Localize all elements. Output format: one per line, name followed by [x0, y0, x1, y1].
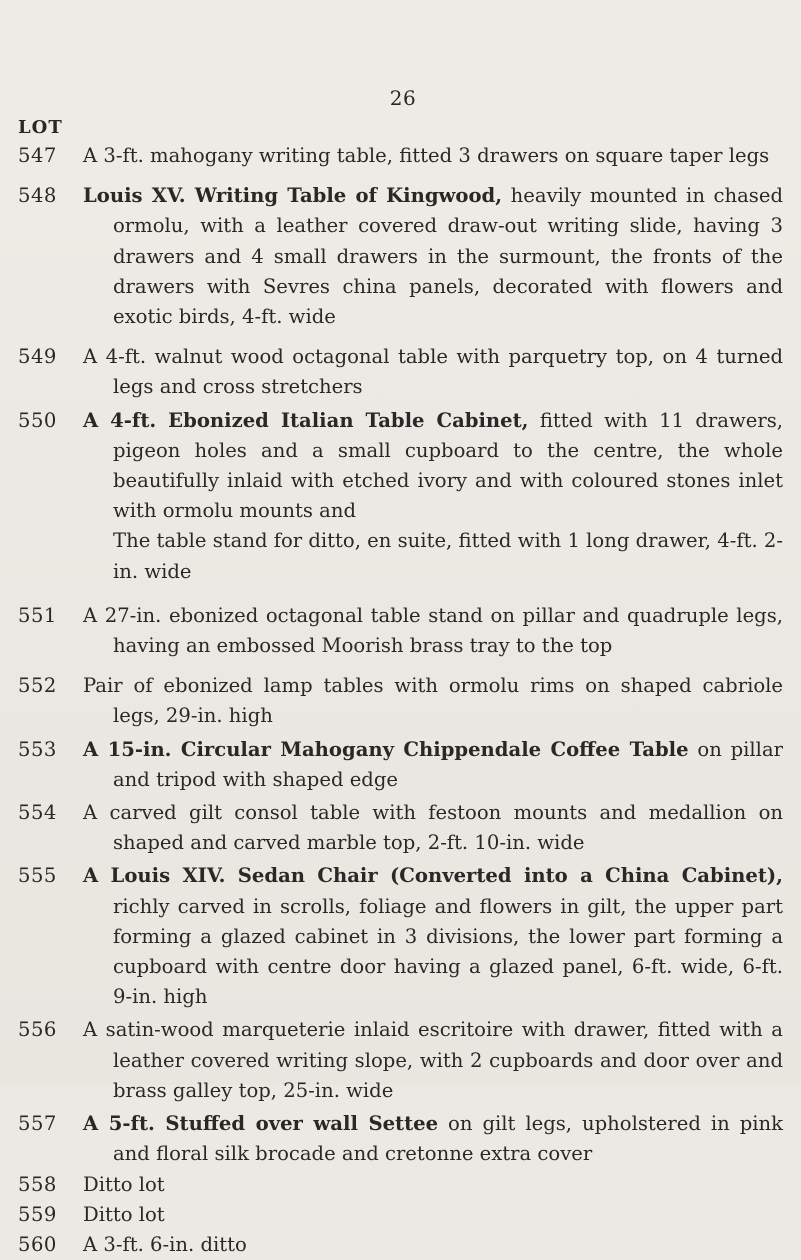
lot-entry-560: [0, 1230, 801, 1260]
lot-number: 558: [18, 1172, 57, 1196]
lot-entry-554: [0, 798, 801, 858]
lot-detail: Ditto lot: [83, 1172, 165, 1196]
lot-subtext: The table stand for ditto, en suite, fitted with 1 long drawer, 4-ft. 2-in. wide: [113, 529, 783, 583]
lot-number: 551: [18, 603, 57, 627]
lot-lead: Louis XV. Writing Table of Kingwood,: [83, 184, 503, 208]
lot-text: [83, 798, 783, 858]
lot-entry-557: [0, 1109, 801, 1169]
lot-description: [83, 342, 783, 402]
lot-text: [83, 342, 783, 402]
lot-description: [83, 406, 783, 587]
lot-detail: A 3-ft. 6-in. ditto: [83, 1232, 247, 1256]
lot-text: [83, 861, 783, 1012]
lot-text: [83, 1230, 783, 1260]
lot-number: 556: [18, 1018, 57, 1042]
lot-number: 553: [18, 737, 57, 761]
lot-lead: A Louis XIV. Sedan Chair (Converted into a China Cabinet),: [83, 864, 783, 888]
lot-entry-559: [0, 1200, 801, 1230]
lot-description: [83, 1200, 783, 1230]
lot-number: 549: [18, 345, 57, 369]
lot-lead: A 4-ft. Ebonized Italian Table Cabinet,: [83, 408, 529, 432]
lot-detail: A 4-ft. walnut wood octagonal table with parquetry top, on 4 turned legs and cross stretchers: [83, 345, 783, 399]
lot-number: 552: [18, 674, 57, 698]
lot-detail: fitted with 11 drawers, pigeon holes and a small cupboard to the centre, the whole beautifully inlaid with etched ivory and with coloured stones inlet with ormolu mounts and: [113, 408, 783, 523]
lot-text: [83, 181, 783, 332]
lot-entry-553: [0, 735, 801, 795]
lot-text: [83, 1015, 783, 1106]
lot-description: [83, 671, 783, 731]
lot-description: [83, 601, 783, 661]
lot-number: 555: [18, 864, 57, 888]
lot-text: [83, 735, 783, 795]
lot-detail: A 3-ft. mahogany writing table, fitted 3 drawers on square taper legs: [83, 144, 770, 167]
lot-entry-552: [0, 671, 801, 731]
lot-detail: A 27-in. ebonized octagonal table stand on pillar and quadruple legs, having an embossed Moorish brass tray to the top: [83, 603, 783, 658]
lot-description: [83, 141, 783, 171]
lot-detail: A carved gilt consol table with festoon mounts and medallion on shaped and carved marble top, 2-ft. 10-in. wide: [83, 801, 783, 855]
lot-text: [83, 601, 783, 661]
lot-list: [0, 141, 801, 1260]
lot-description: [83, 1170, 783, 1200]
lot-detail: Ditto lot: [83, 1202, 165, 1226]
lot-lead: A 15-in. Circular Mahogany Chippendale Coffee Table: [83, 737, 689, 761]
lot-number: 550: [18, 408, 57, 432]
lot-detail: on gilt legs, upholstered in pink and floral silk brocade and cretonne extra cover: [113, 1112, 783, 1166]
lot-text: [83, 1200, 783, 1230]
lot-entry-558: [0, 1170, 801, 1200]
lot-entry-555: [0, 861, 801, 1012]
lot-description: [83, 861, 783, 1012]
lot-number: 548: [18, 184, 57, 208]
lot-detail: Pair of ebonized lamp tables with ormolu rims on shaped cabriole legs, 29-in. high: [83, 674, 783, 728]
lot-description: [83, 798, 783, 858]
lot-description: [83, 1015, 783, 1106]
lot-detail: heavily mounted in chased ormolu, with a leather covered draw-out writing slide, having 3 drawers and 4 small drawers in the surmount, the fronts of the drawers with Sevres china panels, decorated with flowers and exotic birds, 4-ft. wide: [113, 184, 783, 329]
lot-entry-550: [0, 406, 801, 587]
lot-description: [83, 181, 783, 332]
lot-detail: richly carved in scrolls, foliage and flowers in gilt, the upper part forming a glazed cabinet in 3 divisions, the lower part forming a cupboard with centre door having a glazed panel, 6-ft. wide, 6-ft. 9-in. high: [113, 894, 783, 1009]
lot-description: [83, 735, 783, 795]
lot-entry-547: [0, 141, 801, 171]
lot-text: [83, 671, 783, 731]
lot-number: 547: [18, 144, 57, 167]
lot-number: 554: [18, 801, 57, 825]
lot-text: [83, 406, 783, 527]
lot-text: [83, 141, 783, 171]
lot-number: 557: [18, 1112, 57, 1136]
lot-lead: A 5-ft. Stuffed over wall Settee: [83, 1112, 439, 1136]
lot-number: 559: [18, 1202, 57, 1226]
lot-text: [83, 1170, 783, 1200]
lot-detail: on pillar and tripod with shaped edge: [113, 737, 784, 791]
lot-description: [83, 1109, 783, 1169]
lot-entry-548: [0, 181, 801, 332]
lot-text: [83, 1109, 783, 1169]
lot-number: 560: [18, 1232, 57, 1256]
lot-entry-549: [0, 342, 801, 402]
lot-entry-551: [0, 601, 801, 661]
lot-entry-556: [0, 1015, 801, 1106]
lot-detail: A satin-wood marqueterie inlaid escritoire with drawer, fitted with a leather covered writing slope, with 2 cupboards and door over and brass galley top, 25-in. wide: [83, 1018, 783, 1102]
lot-column-header: LOT: [18, 117, 63, 138]
page-number: 26: [389, 86, 417, 110]
lot-description: [83, 1230, 783, 1260]
